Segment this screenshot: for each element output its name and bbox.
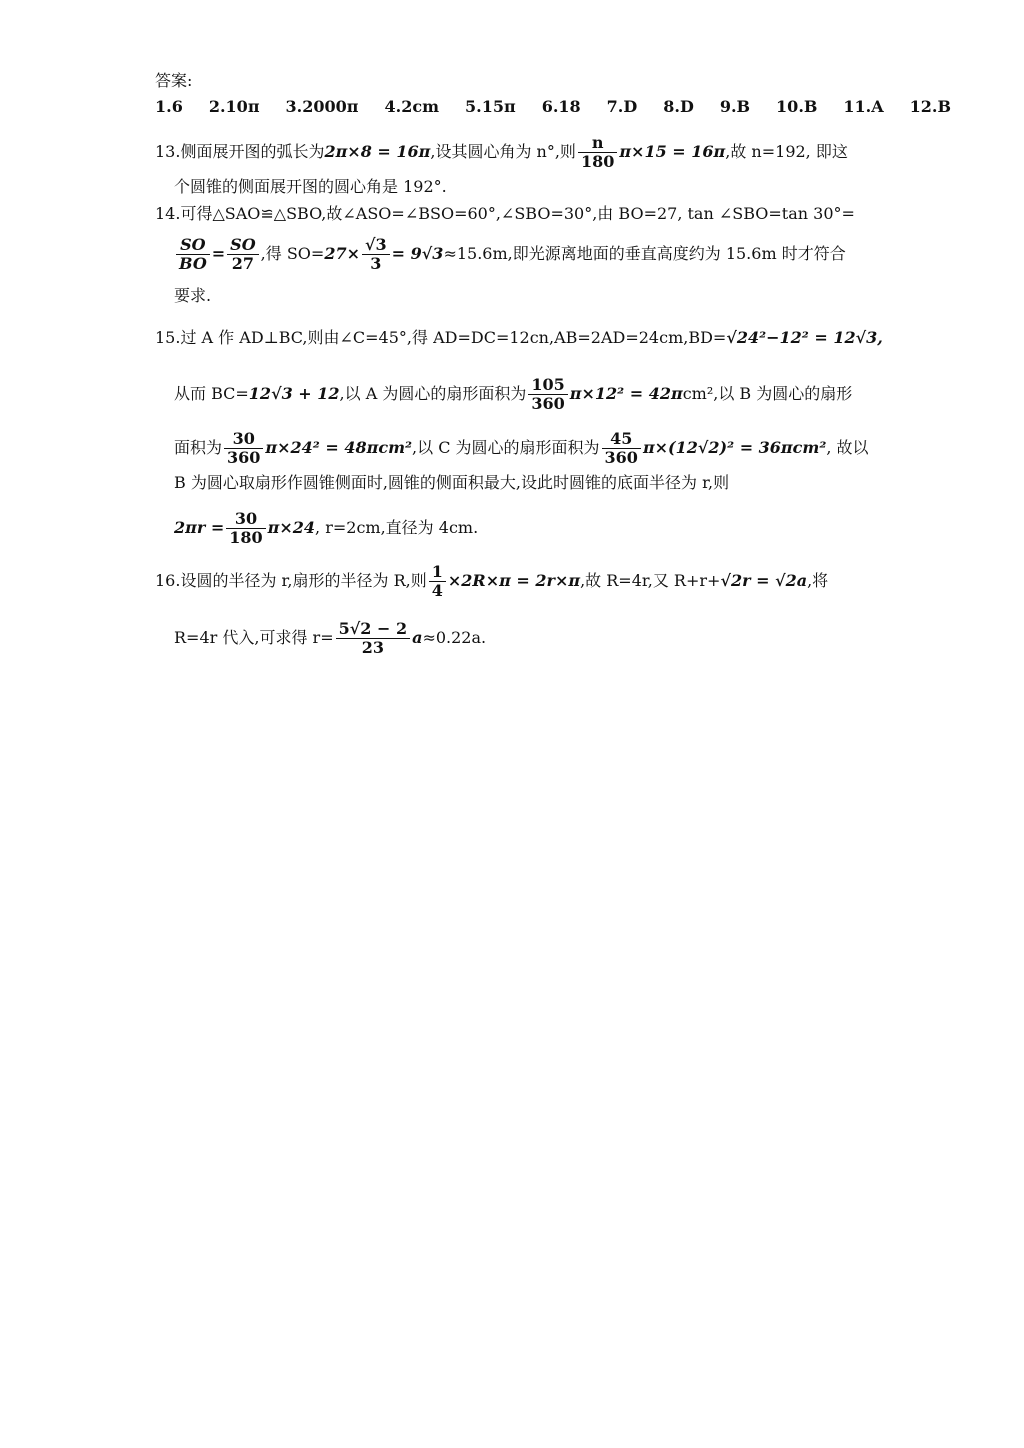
q15-fraction-4-den: 180 [229, 528, 263, 547]
q16-fraction-1-den: 4 [431, 581, 443, 600]
q16-fraction-1-num: 1 [429, 563, 446, 582]
q13-text-a: 13.侧面展开图的弧长为 [155, 142, 325, 161]
answer-4: 4.2cm [384, 97, 439, 116]
q16-text-2a: R=4r 代入,可求得 r= [174, 628, 334, 647]
q15-text-2a: 从而 BC= [174, 384, 249, 403]
q15-text-2b: ,以 A 为圆心的扇形面积为 [339, 384, 527, 403]
q14-fraction-2-num: SO [227, 236, 259, 255]
q15-fraction-4-num: 30 [226, 510, 265, 529]
q13-text-b: ,设其圆心角为 n°,则 [430, 142, 576, 161]
q15-fraction-2-num: 30 [224, 430, 263, 449]
q16-fraction-2-num: 5√2 − 2 [336, 620, 410, 639]
q16-math-2: √2r = √2a [720, 571, 808, 590]
q16-math-1: ×2R×π = 2r×π [447, 571, 581, 590]
answer-9: 9.B [719, 97, 751, 116]
q13-fraction-num: n [578, 134, 617, 153]
q15-fraction-3-num: 45 [602, 430, 641, 449]
q15-text-2c: cm²,以 B 为圆心的扇形 [682, 384, 853, 403]
q14-text-a: ,得 SO= [260, 244, 325, 263]
answer-3: 3.2000π [285, 97, 359, 116]
answer-10: 10.B [776, 97, 818, 116]
q15-math-4: π×24² = 48πcm² [265, 438, 413, 457]
answer-12: 12.B [909, 97, 952, 116]
q15-fraction-1-den: 360 [531, 394, 565, 413]
q14-equals: = [211, 244, 226, 263]
q15-line-4: B 为圆心取扇形作圆锥侧面时,圆锥的侧面积最大,设此时圆锥的底面半径为 r,则 [174, 473, 730, 492]
q15-fraction-1 [528, 376, 567, 413]
q15-fraction-2-den: 360 [227, 448, 261, 467]
q16-text-2b: ≈0.22a. [422, 628, 487, 647]
q14-fraction-2 [227, 236, 259, 273]
q15-line-1 [155, 327, 883, 349]
answer-1: 1.6 [155, 97, 183, 116]
q16-math-3: a [412, 628, 423, 647]
answer-8: 8.D [663, 97, 694, 116]
answer-5: 5.15π [465, 97, 516, 116]
q13-fraction [578, 134, 617, 171]
q15-math-1: √24²−12² = 12√3, [726, 328, 883, 347]
q16-fraction-2 [336, 620, 410, 657]
q15-math-3: π×12² = 42π [569, 384, 683, 403]
answer-heading: 答案: [155, 71, 193, 90]
q15-line-2 [174, 376, 894, 413]
q14-fraction-1-num: SO [176, 236, 210, 255]
q14-text-b: ≈15.6m,即光源离地面的垂直高度约为 15.6m 时才符合 [443, 244, 846, 263]
q15-line-3 [174, 430, 894, 467]
q16-text-b: ,故 R=4r,又 R+r+ [580, 571, 721, 590]
q15-fraction-2 [224, 430, 263, 467]
q16-text-a: 16.设圆的半径为 r,扇形的半径为 R,则 [155, 571, 427, 590]
answer-2: 2.10π [208, 97, 260, 116]
q15-text-1a: 15.过 A 作 AD⊥BC,则由∠C=45°,得 AD=DC=12cn,AB=2AD=24cm,BD= [155, 328, 727, 347]
q16-line-1 [155, 563, 875, 600]
q14-line-1: 14.可得△SAO≌△SBO,故∠ASO=∠BSO=60°,∠SBO=30°,由 BO=27, tan ∠SBO=tan 30°= [155, 204, 855, 223]
answer-11: 11.A [843, 97, 884, 116]
q15-text-3c: , 故以 [826, 438, 869, 457]
q15-fraction-3-den: 360 [604, 448, 638, 467]
q14-fraction-3-num: √3 [362, 236, 390, 255]
q15-line-5 [174, 510, 894, 547]
q15-math-2: 12√3 + 12 [248, 384, 340, 403]
q14-fraction-3 [362, 236, 390, 273]
q15-text-3a: 面积为 [174, 438, 223, 457]
q14-math-1: 27× [324, 244, 361, 263]
q15-text-5b: , r=2cm,直径为 4cm. [315, 518, 479, 537]
q16-fraction-1 [429, 563, 446, 600]
answer-7: 7.D [606, 97, 638, 116]
q14-fraction-1-den: BO [179, 254, 207, 273]
q14-line-2 [174, 236, 894, 273]
q13-line-2: 个圆锥的侧面展开图的圆心角是 192°. [174, 177, 447, 196]
q14-fraction-1 [176, 236, 210, 273]
q13-line-1 [155, 134, 875, 171]
q13-fraction-den: 180 [580, 152, 615, 171]
answer-6: 6.18 [541, 97, 581, 116]
q16-line-2 [174, 620, 894, 657]
q13-math-1: 2π×8 = 16π [324, 142, 431, 161]
q16-text-c: ,将 [807, 571, 829, 590]
q14-math-2: = 9√3 [391, 244, 444, 263]
q15-fraction-4 [226, 510, 265, 547]
answer-list [155, 96, 952, 118]
q13-math-2: π×15 = 16π [619, 142, 726, 161]
q15-text-3b: ,以 C 为圆心的扇形面积为 [412, 438, 600, 457]
q16-fraction-2-den: 23 [361, 638, 384, 657]
q14-line-3: 要求. [174, 286, 212, 305]
q15-fraction-1-num: 105 [528, 376, 567, 395]
q15-math-5: π×(12√2)² = 36πcm² [642, 438, 827, 457]
q14-fraction-2-den: 27 [231, 254, 255, 273]
q15-math-6: 2πr = [174, 518, 225, 537]
q14-fraction-3-den: 3 [370, 254, 382, 273]
q15-math-7: π×24 [267, 518, 316, 537]
q13-text-c: ,故 n=192, 即这 [725, 142, 848, 161]
q15-fraction-3 [602, 430, 641, 467]
